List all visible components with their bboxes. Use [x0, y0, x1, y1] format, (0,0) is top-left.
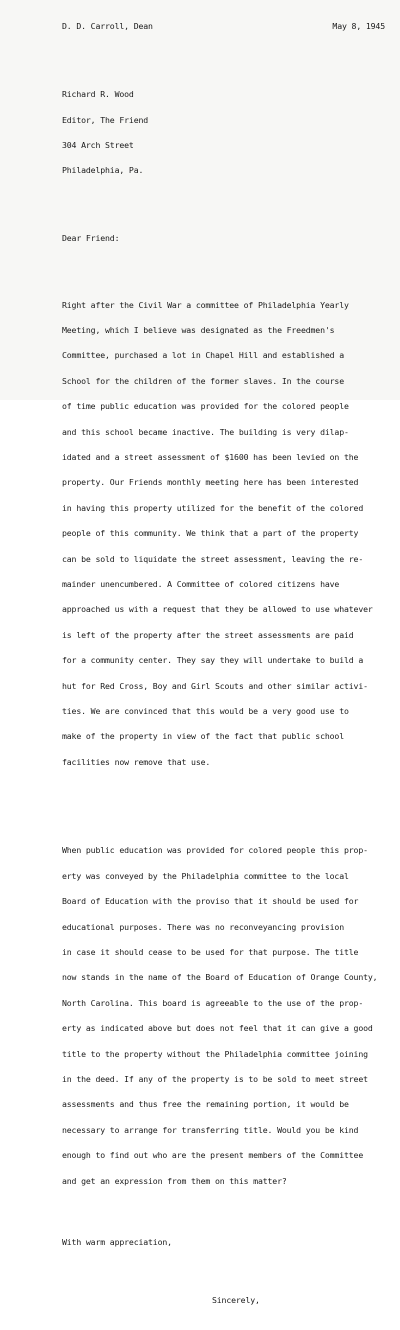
paragraph-line: and this school became inactive. The building is very dilap- — [62, 426, 349, 437]
address-line: Philadelphia, Pa. — [62, 165, 144, 176]
recipient-address — [62, 73, 396, 191]
paragraph-line: necessary to arrange for transferring title. Would you be kind — [62, 1124, 359, 1135]
paragraph-line: of time public education was provided for the colored people — [62, 401, 349, 412]
paragraph-line: idated and a street assessment of $1600 has been levied on the — [62, 451, 359, 462]
letter-header — [62, 22, 396, 31]
paragraph-line: hut for Red Cross, Boy and Girl Scouts and other similar activi- — [62, 680, 368, 691]
signoff: Sincerely, — [212, 1294, 260, 1305]
paragraph-line: mainder unencumbered. A Committee of colored citizens have — [62, 579, 340, 589]
paragraph-line: Right after the Civil War a committee of Philadelphia Yearly — [62, 299, 349, 310]
sender-name: D. D. Carroll, Dean — [62, 21, 153, 32]
paragraph-line: Board of Education with the proviso that it should be used for — [62, 896, 359, 907]
letter-body — [62, 0, 396, 1329]
paragraph-1 — [62, 284, 396, 784]
paragraph-line: When public education was provided for colored people this prop- — [62, 845, 368, 856]
address-line: Richard R. Wood — [62, 89, 134, 100]
paragraph-line: assessments and thus free the remaining portion, it would be — [62, 1099, 349, 1110]
paragraph-line: and get an expression from them on this matter? — [62, 1175, 287, 1186]
paragraph-line: in having this property utilized for the benefit of the colored — [62, 502, 364, 513]
paragraph-2 — [62, 829, 396, 1202]
paragraph-line: erty was conveyed by the Philadelphia committee to the local — [62, 870, 349, 881]
paragraph-line: in the deed. If any of the property is to be sold to meet street — [62, 1073, 368, 1084]
paragraph-line: for a community center. They say they will undertake to build a — [62, 655, 364, 666]
address-line: Editor, The Friend — [62, 114, 149, 125]
address-line: 304 Arch Street — [62, 140, 134, 151]
paragraph-line: North Carolina. This board is agreeable to the use of the prop- — [62, 997, 364, 1008]
paragraph-line: Meeting, which I believe was designated as the Freedmen's — [62, 324, 335, 335]
paragraph-line: in case it should cease to be used for that purpose. The title — [62, 946, 359, 957]
letter-date: May 8, 1945 — [332, 21, 385, 32]
closing-line: With warm appreciation, — [62, 1237, 172, 1248]
paragraph-line: make of the property in view of the fact that public school — [62, 731, 344, 742]
paragraph-line: approached us with a request that they be allowed to use whatever — [62, 604, 373, 615]
paragraph-line: people of this community. We think that a part of the property — [62, 528, 359, 539]
salutation: Dear Friend: — [62, 233, 120, 244]
paragraph-line: School for the children of the former slaves. In the course — [62, 375, 344, 386]
paragraph-line: ties. We are convinced that this would be a very good use to — [62, 706, 349, 717]
paragraph-line: enough to find out who are the present members of the Committee — [62, 1150, 364, 1161]
paragraph-line: Committee, purchased a lot in Chapel Hill and established a — [62, 350, 344, 361]
paragraph-line: is left of the property after the street assessments are paid — [62, 629, 354, 640]
paragraph-line: erty as indicated above but does not feel that it can give a good — [62, 1023, 373, 1034]
paragraph-line: now stands in the name of the Board of Education of Orange County, — [62, 972, 378, 983]
paragraph-line: title to the property without the Philadelphia committee joining — [62, 1048, 368, 1059]
paragraph-line: can be sold to liquidate the street assessment, leaving the re- — [62, 553, 364, 564]
paragraph-line: facilities now remove that use. — [62, 756, 211, 767]
paragraph-line: educational purposes. There was no reconveyancing provision — [62, 921, 344, 932]
paragraph-line: property. Our Friends monthly meeting here has been interested — [62, 477, 359, 488]
